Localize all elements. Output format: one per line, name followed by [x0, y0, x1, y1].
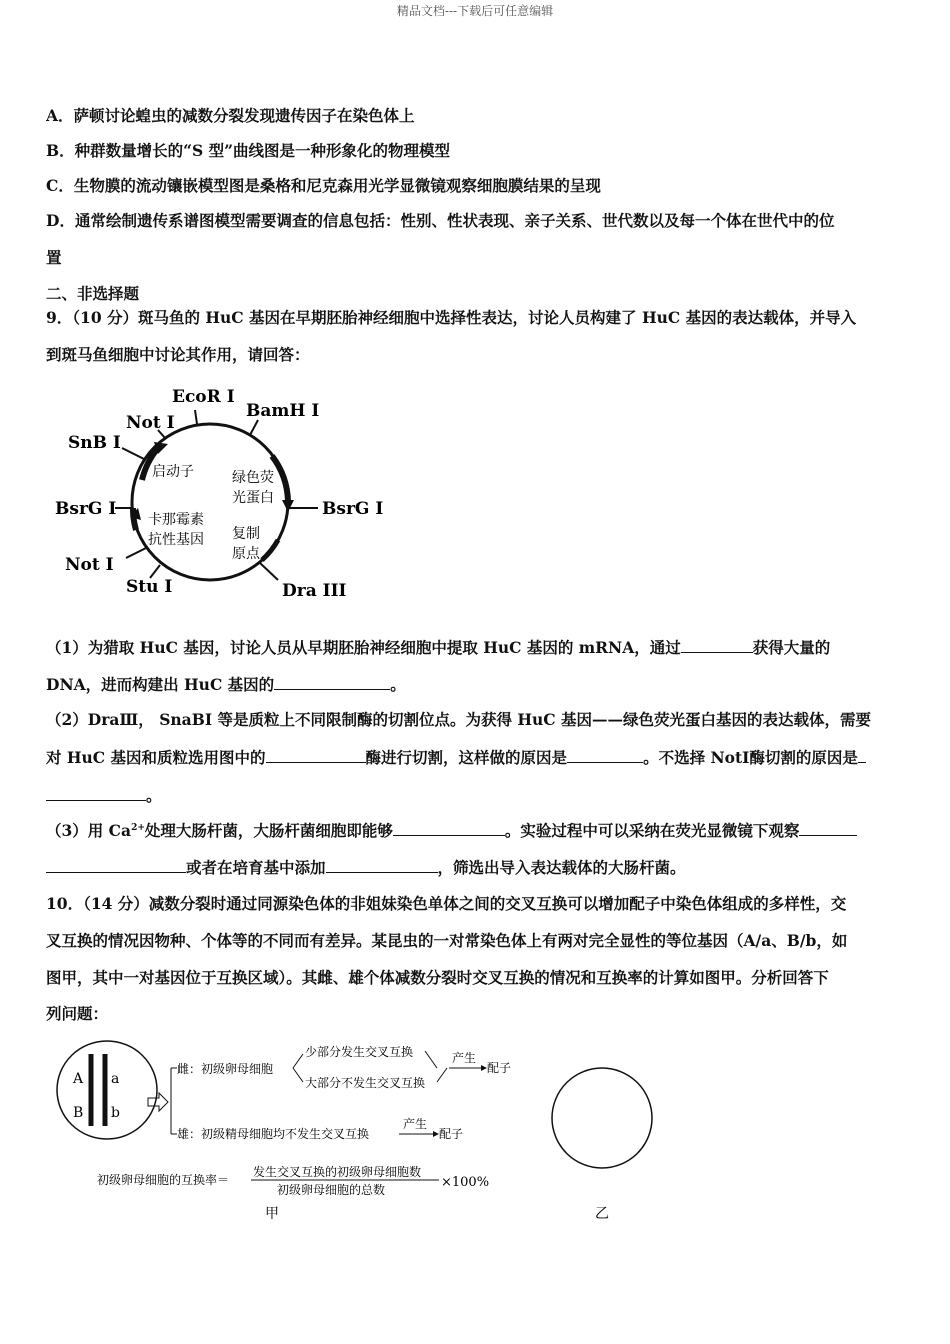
q9-p3-blank-2a[interactable]: [799, 821, 857, 836]
q9-p3-text-a: （3）用 Ca: [46, 821, 132, 840]
q9-p3-text-c: 。实验过程中可以采纳在荧光显微镜下观察: [504, 821, 800, 840]
q9-p2-blank-1[interactable]: [266, 748, 366, 763]
label-snbi: SnB I: [68, 433, 121, 453]
q9-p2-text-c: 酶进行切割，这样做的原因是: [365, 748, 568, 767]
crossover-figure: [55, 1038, 655, 1223]
q9-p3-blank-2b[interactable]: [46, 858, 186, 873]
q9-part3-line1: [46, 819, 906, 841]
q9-part3-line2: [46, 856, 906, 878]
label-bsrgi-left: BsrG I: [55, 499, 117, 519]
male-label: 雄：初级精母细胞均不发生交叉互换: [177, 1127, 370, 1141]
page-header: 精品文档---下载后可任意编辑: [396, 4, 554, 18]
option-b: B．种群数量增长的“S 型”曲线图是一种形象化的物理模型: [46, 141, 451, 160]
label-bsrgi-right: BsrG I: [322, 499, 384, 519]
label-kan-2: 抗性基因: [148, 532, 204, 548]
q10-line4: 列问题：: [46, 1004, 109, 1023]
label-gfp-1: 绿色荧: [232, 470, 274, 486]
section-title: 二、非选择题: [46, 284, 140, 303]
q9-p1-text-b: 获得大量的: [752, 638, 831, 657]
q9-p3-text-d: 或者在培育基中添加: [186, 858, 326, 877]
most-no-crossover: 大部分不发生交叉互换: [305, 1076, 426, 1090]
produce-label-1: 产生: [452, 1051, 477, 1065]
gene-B: B: [73, 1105, 84, 1121]
q9-p3-blank-1[interactable]: [393, 821, 505, 836]
q9-p2-text-b: 对 HuC 基因和质粒选用图中的: [46, 748, 266, 767]
gamete-label-2: 配子: [439, 1127, 464, 1141]
q9-p3-blank-3[interactable]: [326, 858, 438, 873]
figure-yi: 乙: [595, 1206, 609, 1222]
rate-times: ×100%: [441, 1175, 490, 1190]
q9-part2-line3: [46, 784, 906, 806]
q9-p2-text-d: 。不选择 NotⅠ酶切割的原因是: [643, 748, 858, 767]
q9-p1-blank-2[interactable]: [274, 675, 390, 690]
label-ecori: EcoR I: [172, 387, 235, 407]
q9-p1-blank-1[interactable]: [681, 638, 753, 653]
q9-stem-line2: 到斑马鱼细胞中讨论其作用，请回答：: [46, 345, 310, 364]
label-ori-1: 复制: [232, 526, 260, 542]
label-bamhi: BamH I: [246, 401, 320, 421]
label-ori-2: 原点: [232, 546, 260, 562]
q9-p2-blank-3b[interactable]: [46, 786, 146, 801]
q9-part1-line2: [46, 673, 906, 695]
q9-p3-text-e: ，筛选出导入表达载体的大肠杆菌。: [437, 858, 686, 877]
rate-numerator: 发生交叉互换的初级卵母细胞数: [253, 1165, 422, 1179]
rate-denominator: 初级卵母细胞的总数: [277, 1183, 386, 1197]
plasmid-diagram: [50, 380, 390, 605]
rate-label: 初级卵母细胞的互换率＝: [97, 1173, 230, 1187]
gene-a: a: [111, 1071, 120, 1087]
option-a: A．萨顿讨论蝗虫的减数分裂发现遗传因子在染色体上: [46, 106, 415, 125]
q9-p1-text-d: 。: [390, 675, 406, 694]
gene-b: b: [111, 1105, 120, 1121]
label-gfp-2: 光蛋白: [232, 490, 274, 506]
label-stui: Stu I: [126, 577, 173, 597]
label-noti-bottom: Not I: [65, 555, 114, 575]
q9-p1-text-c: DNA，进而构建出 HuC 基因的: [46, 675, 275, 694]
q9-stem-line1: 9．（10 分）斑马鱼的 HuC 基因在早期胚胎神经细胞中选择性表达，讨论人员构建了 HuC 基因的表达载体，并导入: [46, 308, 857, 327]
q9-p3-text-b: 处理大肠杆菌，大肠杆菌细胞即能够: [144, 821, 393, 840]
q10-line3: 图甲，其中一对基因位于互换区域）。其雌、雄个体减数分裂时交叉互换的情况和互换率的计算如图甲。分析回答下: [46, 968, 829, 987]
q9-p2-blank-2[interactable]: [567, 748, 643, 763]
q10-line2: 叉互换的情况因物种、个体等的不同而有差异。某昆虫的一对常染色体上有两对完全显性的等位基因（A/a、B/b，如: [46, 931, 848, 950]
figure-jia: 甲: [265, 1206, 279, 1222]
q9-p2-blank-3a[interactable]: [858, 748, 866, 763]
q9-p2-text-e: 。: [146, 786, 162, 805]
q9-part2-line2: [46, 746, 906, 768]
option-c: C．生物膜的流动镶嵌模型图是桑格和尼克森用光学显微镜观察细胞膜结果的呈现: [46, 176, 601, 195]
label-draiii: Dra III: [282, 581, 347, 601]
option-d-line2: 置: [46, 248, 62, 267]
label-promoter: 启动子: [152, 464, 194, 480]
produce-label-2: 产生: [403, 1117, 428, 1131]
female-label: 雌：初级卵母细胞: [177, 1062, 274, 1076]
q9-p1-text-a: （1）为猎取 HuC 基因，讨论人员从早期胚胎神经细胞中提取 HuC 基因的 mRNA，通过: [46, 638, 681, 657]
q9-p3-superscript: 2+: [131, 822, 145, 833]
q9-part1-line1: [46, 636, 906, 658]
option-d-line1: D．通常绘制遗传系谱图模型需要调查的信息包括：性别、性状表现、亲子关系、世代数以及每一个体在世代中的位: [46, 211, 835, 230]
q10-line1: 10．（14 分）减数分裂时通过同源染色体的非姐妹染色单体之间的交叉互换可以增加配子中染色体组成的多样性，交: [46, 894, 847, 913]
q9-part2-line1: （2）DraⅢ， SnaBI 等是质粒上不同限制酶的切割位点。为获得 HuC 基因——绿色荧光蛋白基因的表达载体，需要: [46, 710, 872, 729]
gene-A: A: [73, 1071, 84, 1087]
label-kan-1: 卡那霉素: [148, 512, 204, 528]
some-crossover: 少部分发生交叉互换: [305, 1045, 414, 1059]
label-noti-top: Not I: [126, 413, 175, 433]
gamete-label-1: 配子: [487, 1061, 512, 1075]
